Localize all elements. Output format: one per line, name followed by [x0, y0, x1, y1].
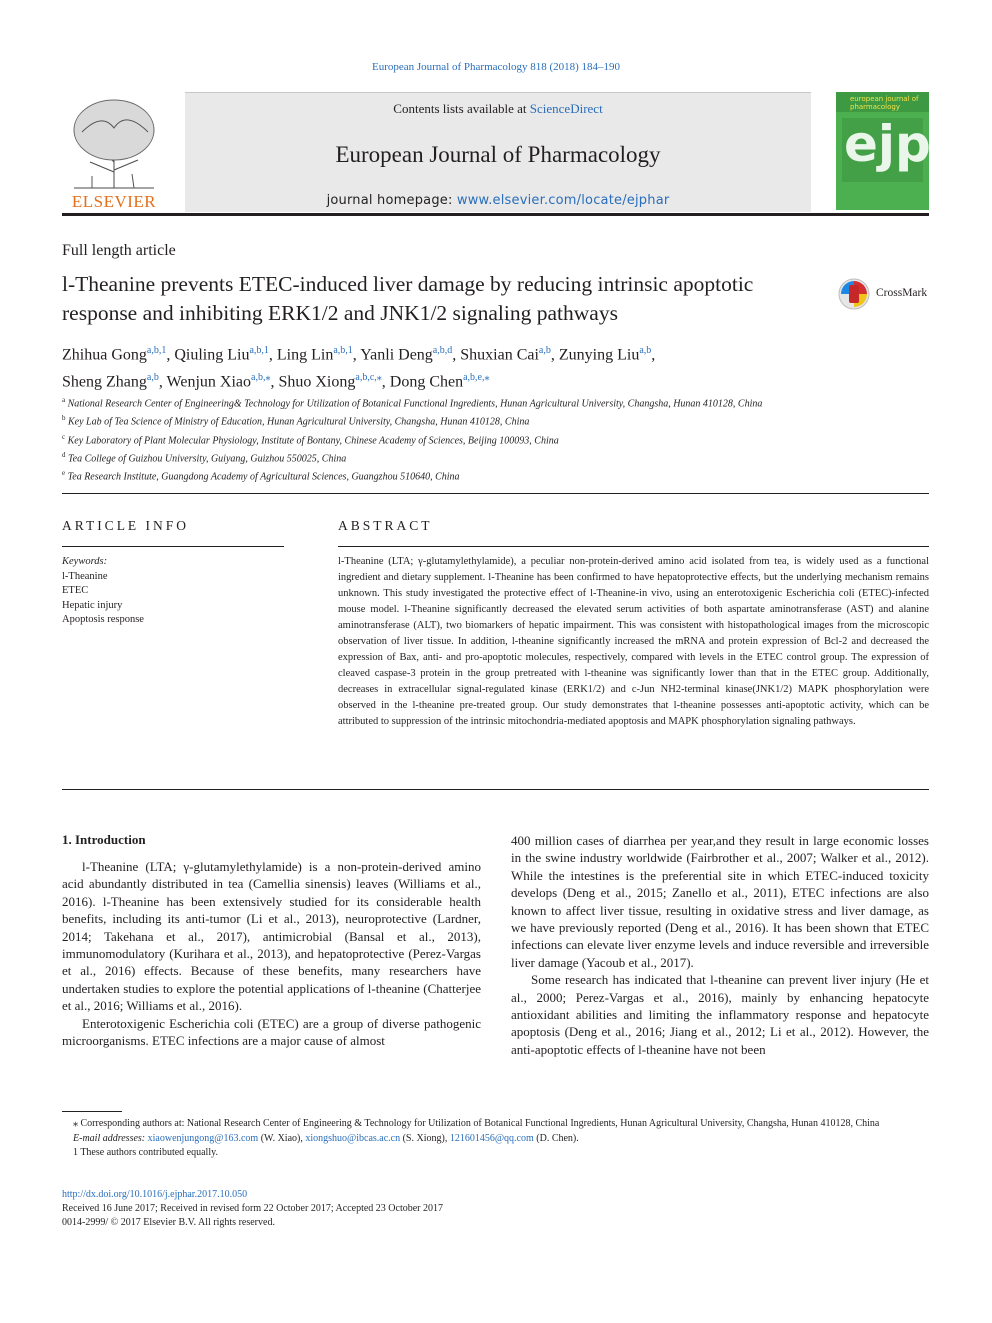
keyword-item: Apoptosis response — [62, 614, 144, 625]
header-divider — [62, 213, 929, 216]
affiliation-item — [62, 466, 822, 484]
email-link[interactable]: xiongshuo@ibcas.ac.cn — [305, 1132, 401, 1144]
crossmark-badge[interactable] — [837, 277, 937, 311]
keywords-block — [62, 555, 284, 628]
cover-ejp-mark: ejp — [844, 115, 931, 173]
article-title: l-Theanine prevents ETEC-induced liver damage by reducing intrinsic apoptotic response and inhibiting ERK1/2 and JNK1/2 signaling pathways — [62, 272, 754, 325]
author-separator: , — [352, 346, 361, 364]
abstract-rule — [338, 546, 929, 547]
publication-info — [62, 1188, 929, 1230]
affiliation-text: National Research Center of Engineering& Technology for Utilization of Botanical Functional Ingredients, Hunan Agricultural University, Changsha, Hunan 410128, China — [67, 398, 763, 410]
abstract-text: l-Theanine (LTA; γ-glutamylethylamide), a peculiar non-protein-derived amino acid isolated from tea, is widely used as a functional ingredient and dietary supplement. l-Theanine has been confirmed to have hepatoprotective effects, but the underlying mechanism remains unknown. This study investigated the protective effect of l-Theanine-in vivo, using an enterotoxigenic Escherichia coli (ETEC)-infected mouse model. l-Theanine significantly decreased the elevated serum activities of both aspartate aminotransferase (AST) and alanine aminotransferase (ALT), two biomarkers of hepatic impairment. This was consistent with histopathological images from the microscopic observation of liver tissue. In addition, l-theanine significantly increased the mRNA and protein expression of Bcl-2 and decreased the expression of Bax, anti- and pro-apoptotic molecules, respectively, compared with levels in the ETEC control group. The expression of cleaved caspase-3 protein in the group pretreated with l-theanine was significantly lower than that in the ETEC group. Additionally, decreases in extracellular signal-regulated kinase (ERK1/2) and c-Jun NH2-terminal kinase(JNK1/2) MAPK phosphorylation were observed in the l-theanine pre-treated group. Our study demonstrates that l-theanine possesses anti-apoptotic activity, which can be attributed to suppression of the intrinsic mitochondria-mediated apoptosis and MAPK phosphorylation signaling pathways. — [338, 556, 929, 727]
crossmark-icon — [837, 277, 871, 311]
affiliation-item — [62, 448, 822, 466]
received-dates: Received 16 June 2017; Received in revised form 22 October 2017; Accepted 23 October 2017 — [62, 1203, 444, 1214]
author-affiliation-marks[interactable]: a,b,1 — [146, 345, 167, 356]
author-name[interactable]: Yanli Deng — [360, 346, 433, 364]
affiliation-letter: a — [62, 396, 66, 404]
abstract-heading: ABSTRACT — [338, 518, 433, 533]
front-matter-divider — [62, 493, 929, 494]
author-separator: , — [651, 346, 656, 364]
affiliation-text: Tea Research Institute, Guangdong Academy of Agricultural Sciences, Guangzhou 510640, China — [67, 471, 460, 483]
author-separator: , — [381, 373, 390, 391]
keyword-item: Hepatic injury — [62, 599, 123, 611]
author-separator: , — [158, 373, 167, 391]
body-paragraph: l-Theanine (LTA; γ-glutamylethylamide) is a non-protein-derived amino acid abundantly distributed in tea (Camellia sinensis) leaves (Williams et al., 2016). l-Theanine has been extensively studied for its considerable health benefits, including its anti-tumor (Li et al., 2013), neuroprotective (Lardner, 2014; Takehana et al., 2017), antimicrobial (Bansal et al., 2013), immunomodulatory (Kurihara et al., 2013), and hepatoprotective (Perez-Vargas et al., 2016) effects. Because of these benefits, many researchers have undertaken studies to explore the potential applications of l-theanine (Chatterjee et al., 2016; Williams et al., 2016). — [62, 859, 481, 1014]
elsevier-wordmark: ELSEVIER — [71, 192, 157, 211]
equal-contribution-note: 1 These authors contributed equally. — [73, 1147, 218, 1158]
keyword-item: l-Theanine — [62, 570, 108, 582]
author-name[interactable]: Dong Chen — [389, 373, 464, 391]
email-link[interactable]: 121601456@qq.com — [449, 1132, 534, 1144]
author-name[interactable]: Sheng Zhang — [62, 373, 147, 391]
affiliation-text: Key Lab of Tea Science of Ministry of Education, Hunan Agricultural University, Changsha, Hunan 410128, China — [68, 416, 530, 428]
author-affiliation-marks[interactable]: a,b,e,⁎ — [463, 372, 490, 384]
author-separator: , — [452, 346, 461, 364]
author-name[interactable]: Shuo Xiong — [278, 373, 356, 391]
author-name[interactable]: Qiuling Liu — [174, 346, 250, 364]
affiliation-letter: e — [62, 469, 66, 478]
elsevier-logo — [62, 92, 166, 214]
email-line — [62, 1132, 929, 1147]
abstract-divider — [62, 789, 929, 790]
article-info-rule — [62, 546, 284, 547]
email-owner: (W. Xiao), — [258, 1132, 306, 1144]
affiliation-item — [62, 393, 822, 411]
corresponding-author-note: ⁎ Corresponding authors at: National Research Center of Engineering & Technology for Utilization of Botanical Functional Ingredients, Hunan Agricultural University, Changsha, Hunan 410128, China — [73, 1118, 880, 1129]
body-column-left — [62, 858, 481, 1049]
contents-available-line — [185, 101, 811, 117]
author-affiliation-marks[interactable]: a,b — [639, 345, 652, 356]
affiliation-item — [62, 430, 822, 448]
author-affiliation-marks[interactable]: a,b,1 — [249, 345, 269, 356]
author-separator: , — [270, 373, 279, 391]
author-name[interactable]: Shuxian Cai — [460, 346, 539, 364]
article-info-heading: ARTICLE INFO — [62, 518, 190, 533]
article-type: Full length article — [62, 242, 176, 259]
keyword-item: ETEC — [62, 585, 89, 596]
author-separator: , — [550, 346, 559, 364]
author-separator: , — [268, 346, 277, 364]
affiliation-text: Key Laboratory of Plant Molecular Physiology, Institute of Bontany, Chinese Academy of Sciences, Beijing 100093, China — [67, 434, 559, 446]
author-affiliation-marks[interactable]: a,b,1 — [333, 345, 353, 356]
affiliation-letter: d — [62, 450, 66, 459]
journal-name: European Journal of Pharmacology — [335, 142, 661, 167]
email-link[interactable]: xiaowenjungong@163.com — [147, 1132, 259, 1144]
author-name[interactable]: Zunying Liu — [558, 346, 640, 364]
affiliation-list — [62, 393, 822, 485]
author-affiliation-marks[interactable]: a,b — [538, 345, 551, 356]
journal-homepage-link[interactable]: www.elsevier.com/locate/ejphar — [456, 193, 670, 208]
sciencedirect-link[interactable]: ScienceDirect — [529, 101, 603, 116]
affiliation-letter: c — [62, 432, 66, 441]
email-label: E-mail addresses: — [73, 1132, 146, 1144]
journal-homepage-line — [185, 193, 811, 208]
footnotes — [62, 1117, 929, 1161]
body-column-right — [511, 832, 929, 1058]
doi-link[interactable]: http://dx.doi.org/10.1016/j.ejphar.2017.10.050 — [62, 1189, 248, 1200]
journal-citation[interactable]: European Journal of Pharmacology 818 (2018) 184–190 — [371, 61, 621, 73]
body-paragraph: 400 million cases of diarrhea per year,and they result in large economic losses in the swine industry worldwide (Fairbrother et al., 2007; Walker et al., 2012). While the intestines is the preferential site in which ETEC-induced toxicity develops (Deng et al., 2015; Zanello et al., 2011), ETEC infections are also known to affect liver tissue, resulting in oxidative stress and liver damage, as we have previously reported (Deng et al., 2016). It has been shown that ETEC infections can elevate liver enzyme levels and induce reversible and irreversible liver damage (Yacoub et al., 2017). — [511, 833, 929, 970]
homepage-prefix: journal homepage: — [326, 193, 457, 208]
email-owner: (D. Chen). — [533, 1132, 579, 1144]
affiliation-item — [62, 411, 822, 429]
author-name[interactable]: Wenjun Xiao — [166, 373, 252, 391]
cover-line-2: pharmacology — [850, 103, 900, 111]
body-paragraph: Some research has indicated that l-theanine can prevent liver injury (He et al., 2000; Perez-Vargas et al., 2016), mainly by enhancing hepatocyte antioxidant abilities and limiting the inflammatory response and hepatocyte apoptosis (Deng et al., 2016; Jiang et al., 2012; Li et al., 2012). However, the anti-apoptotic effects of l-theanine have not been — [511, 972, 929, 1057]
author-affiliation-marks[interactable]: a,b,c,⁎ — [355, 372, 382, 384]
cover-line-1: european journal of — [850, 95, 919, 103]
author-affiliation-marks[interactable]: a,b,d — [432, 345, 453, 356]
author-affiliation-marks[interactable]: a,b,⁎ — [251, 372, 271, 384]
journal-cover-thumbnail[interactable] — [836, 92, 929, 210]
copyright-line: 0014-2999/ © 2017 Elsevier B.V. All rights reserved. — [62, 1217, 275, 1228]
contents-prefix: Contents lists available at — [393, 101, 530, 116]
keywords-label: Keywords: — [62, 556, 108, 567]
body-paragraph: Enterotoxigenic Escherichia coli (ETEC) are a group of diverse pathogenic microorganisms. ETEC infections are a major cause of almost — [62, 1015, 481, 1049]
author-name[interactable]: Zhihua Gong — [62, 346, 147, 364]
crossmark-label: CrossMark — [876, 287, 928, 299]
author-affiliation-marks[interactable]: a,b — [146, 372, 159, 384]
email-owner: (S. Xiong), — [400, 1132, 450, 1144]
author-separator: , — [166, 346, 175, 364]
affiliation-text: Tea College of Guizhou University, Guiyang, Guizhou 550025, China — [68, 453, 347, 465]
introduction-heading: 1. Introduction — [62, 832, 146, 847]
affiliation-letter: b — [62, 414, 66, 423]
author-name[interactable]: Ling Lin — [276, 346, 334, 364]
author-list — [62, 339, 822, 394]
footnote-rule — [62, 1111, 122, 1112]
